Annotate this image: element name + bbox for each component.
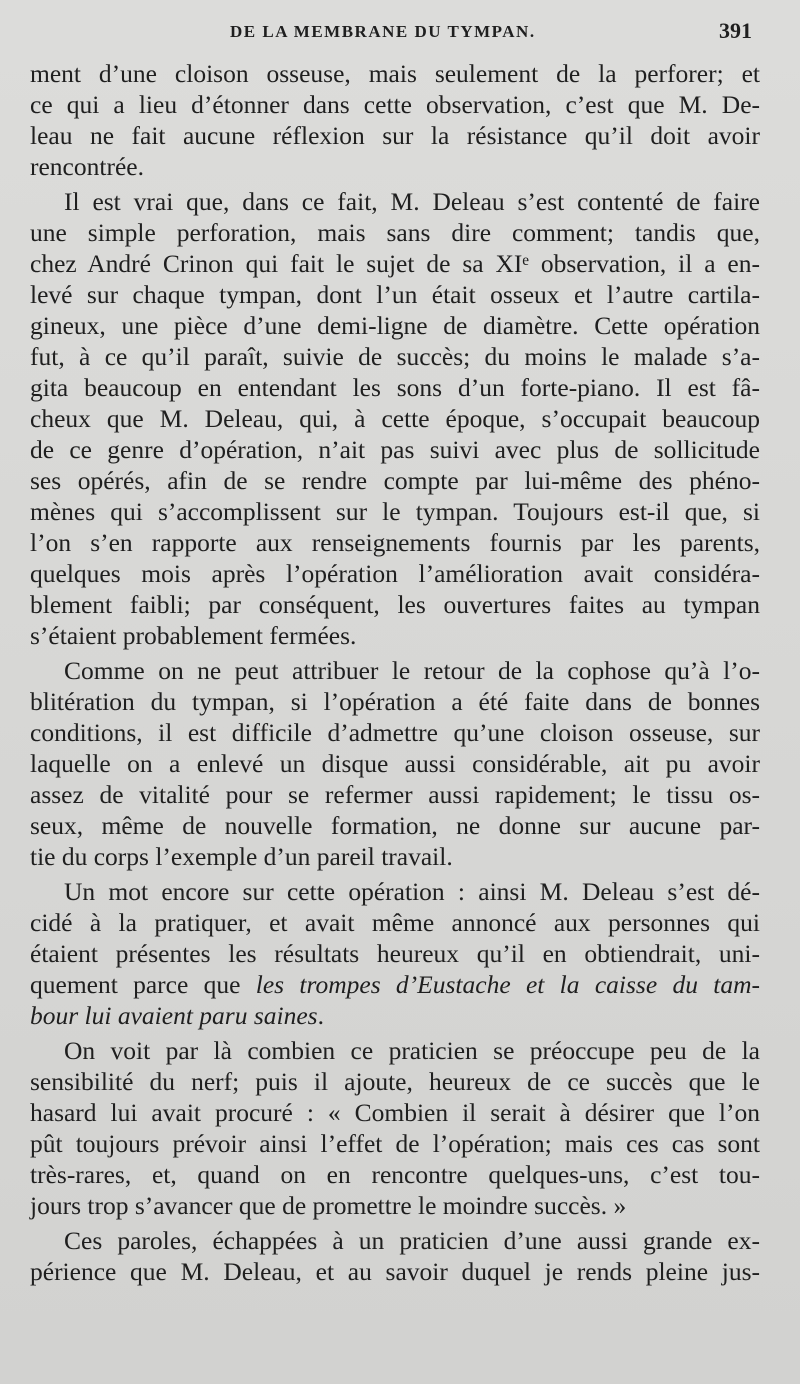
text-line: cidé à la pratiquer, et avait même annoncé aux personnes qui — [30, 908, 760, 937]
text-line — [30, 969, 760, 1000]
text-line: ce qui a lieu d’étonner dans cette observation, c’est que M. De- — [30, 90, 760, 119]
text-line: très-rares, et, quand on en rencontre quelques-uns, c’est tou- — [30, 1160, 760, 1189]
text-line: ses opérés, afin de se rendre compte par lui-même des phéno- — [30, 466, 760, 495]
text-line: tie du corps l’exemple d’un pareil travail. — [30, 842, 453, 871]
text-line: blitération du tympan, si l’opération a été faite dans de bonnes — [30, 687, 760, 716]
paragraph — [30, 1035, 760, 1221]
text-line: une simple perforation, mais sans dire comment; tandis que, — [30, 218, 760, 247]
text-line: leau ne fait aucune réflexion sur la résistance qu’il doit avoir — [30, 121, 760, 150]
text-line: sensibilité du nerf; puis il ajoute, heureux de ce succès que le — [30, 1067, 760, 1096]
page-number: 391 — [719, 18, 752, 43]
text-line: étaient présentes les résultats heureux qu’il en obtiendrait, uni- — [30, 939, 760, 968]
text-line: seux, même de nouvelle formation, ne donne sur aucune par- — [30, 811, 760, 840]
running-header — [0, 18, 800, 48]
text-line: laquelle on a enlevé un disque aussi considérable, ait pu avoir — [30, 749, 760, 778]
text-line: Comme on ne peut attribuer le retour de la cophose qu’à l’o- — [64, 656, 760, 685]
text-line: gita beaucoup en entendant les sons d’un forte-piano. Il est fâ- — [30, 373, 760, 402]
paragraph — [30, 655, 760, 872]
text-line: s’étaient probablement fermées. — [30, 621, 357, 650]
text-line: levé sur chaque tympan, dont l’un était osseux et l’autre cartila- — [30, 280, 760, 309]
text-line: mènes qui s’accomplissent sur le tympan. Toujours est-il que, si — [30, 497, 760, 526]
text-line: jours trop s’avancer que de promettre le moindre succès. » — [30, 1191, 627, 1220]
text-line: ment d’une cloison osseuse, mais seulement de la perforer; et — [30, 59, 760, 88]
italic-text-run: les trompes d’Eustache et la caisse du tam- — [255, 970, 760, 999]
running-title: DE LA MEMBRANE DU TYMPAN. — [230, 22, 536, 41]
text-line: hasard lui avait procuré : « Combien il serait à désirer que l’on — [30, 1098, 760, 1127]
text-run: . — [317, 1001, 324, 1030]
text-line: chez André Crinon qui fait le sujet de sa XIᵉ observation, il a en- — [30, 249, 760, 278]
body-text — [30, 58, 760, 1289]
paragraph — [30, 186, 760, 651]
text-line: l’on s’en rapporte aux renseignements fournis par les parents, — [30, 528, 760, 557]
text-line: blement faibli; par conséquent, les ouvertures faites au tympan — [30, 590, 760, 619]
text-line: conditions, il est difficile d’admettre qu’une cloison osseuse, sur — [30, 718, 760, 747]
text-line: quelques mois après l’opération l’amélioration avait considéra- — [30, 559, 760, 588]
text-line: Il est vrai que, dans ce fait, M. Deleau s’est contenté de faire — [64, 187, 760, 216]
text-line: gineux, une pièce d’une demi-ligne de diamètre. Cette opération — [30, 311, 760, 340]
text-line: Ces paroles, échappées à un praticien d’une aussi grande ex- — [64, 1226, 760, 1255]
text-line: fut, à ce qu’il paraît, suivie de succès; du moins le malade s’a- — [30, 342, 760, 371]
text-line — [30, 1000, 760, 1031]
text-line: assez de vitalité pour se refermer aussi rapidement; le tissu os- — [30, 780, 760, 809]
text-line: périence que M. Deleau, et au savoir duquel je rends pleine jus- — [30, 1257, 760, 1286]
italic-text-run: bour lui avaient paru saines — [30, 1001, 318, 1030]
paragraph — [30, 1225, 760, 1287]
text-line: rencontrée. — [30, 152, 144, 181]
text-line: pût toujours prévoir ainsi l’effet de l’opération; mais ces cas sont — [30, 1129, 760, 1158]
text-line: de ce genre d’opération, n’ait pas suivi avec plus de sollicitude — [30, 435, 760, 464]
paragraph — [30, 876, 760, 1031]
text-line: On voit par là combien ce praticien se préoccupe peu de la — [64, 1036, 760, 1065]
paragraph — [30, 58, 760, 182]
text-line: Un mot encore sur cette opération : ainsi M. Deleau s’est dé- — [64, 877, 760, 906]
text-run: quement parce que — [30, 970, 256, 999]
text-line: cheux que M. Deleau, qui, à cette époque, s’occupait beaucoup — [30, 404, 760, 433]
